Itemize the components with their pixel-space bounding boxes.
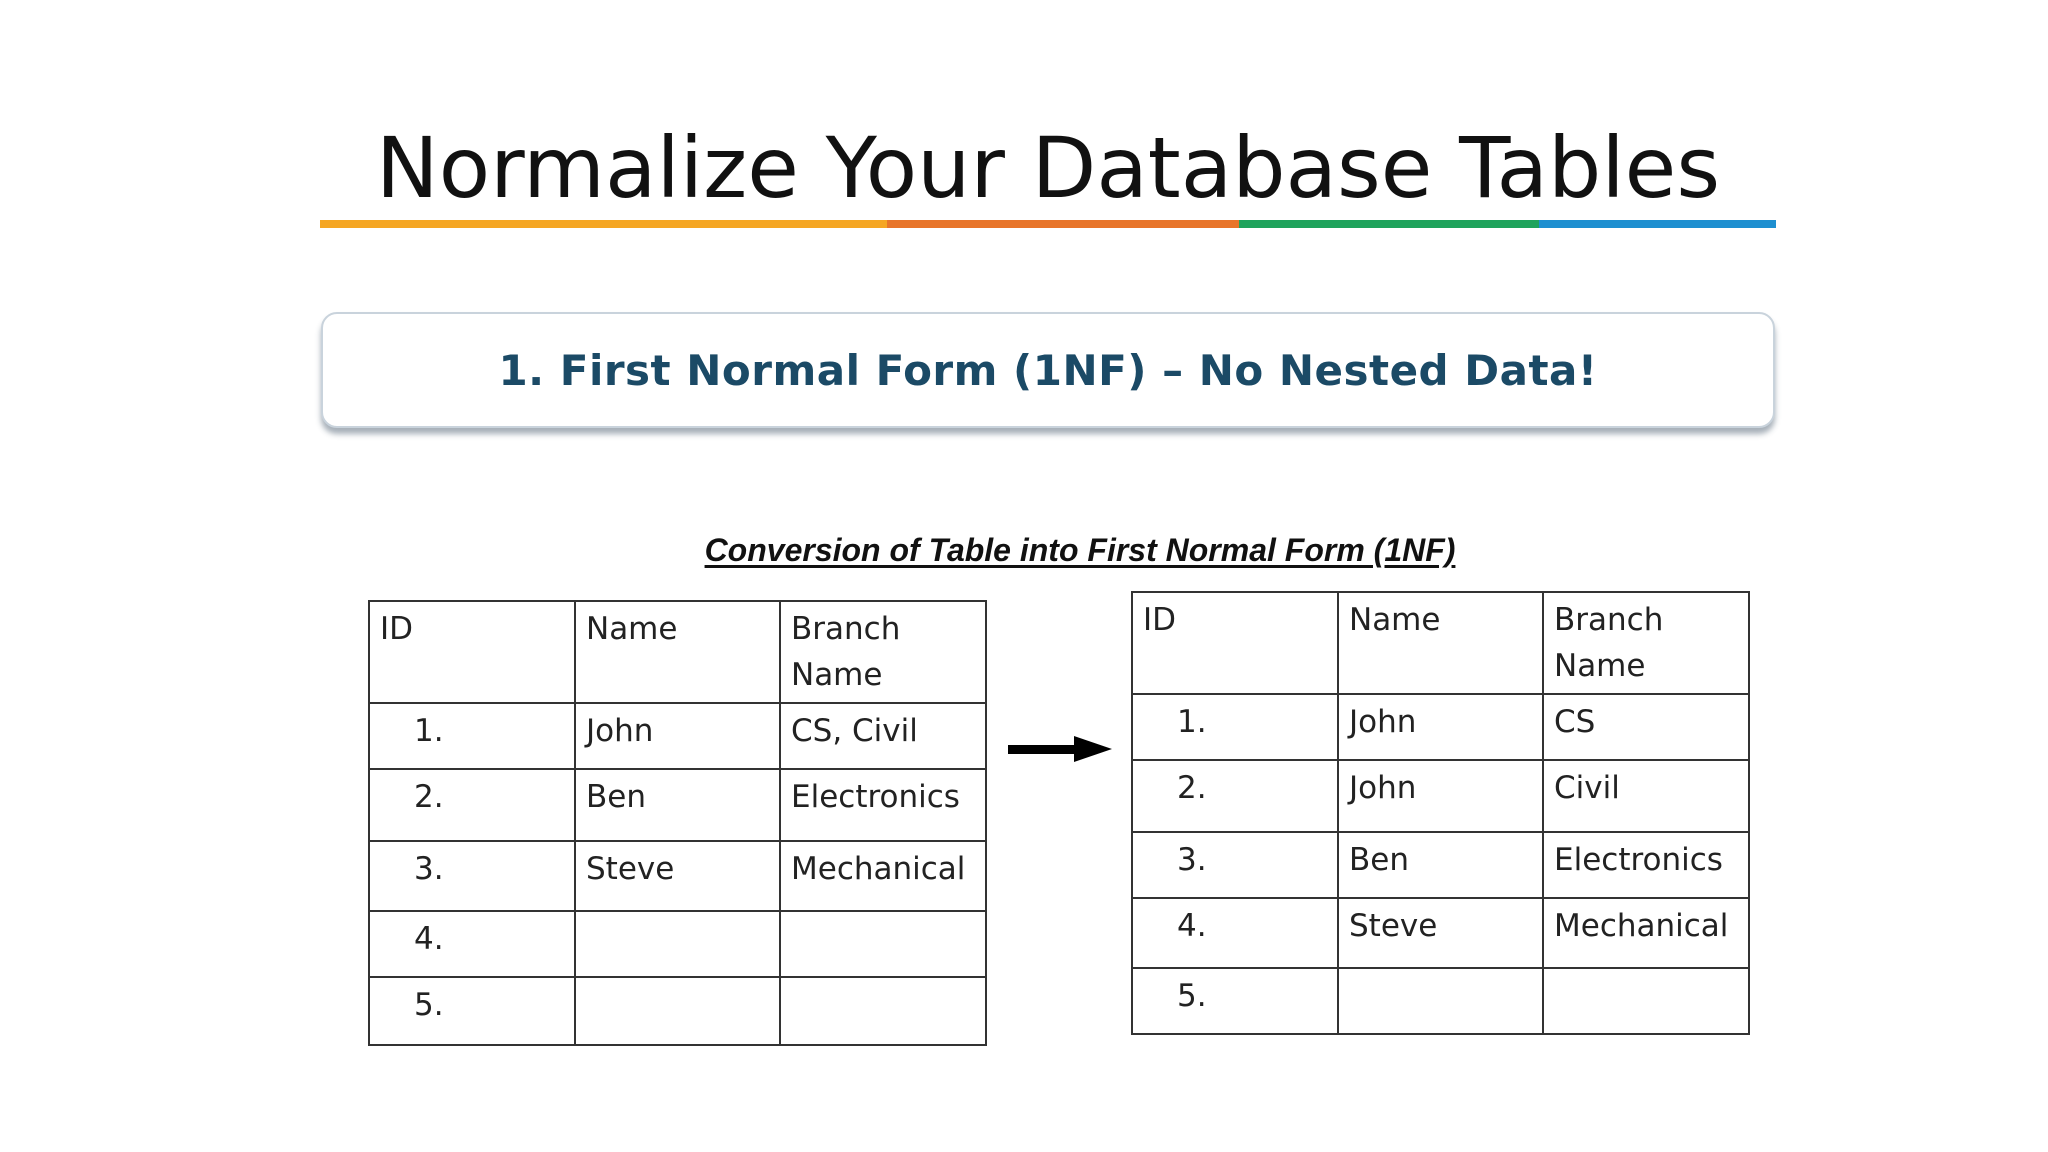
column-header: Branch Name [1543,592,1749,694]
column-header: ID [369,601,575,703]
table-row [1132,968,1749,1034]
figure-caption: Conversion of Table into First Normal Form (1NF) [704,532,1456,568]
id-cell: 5. [1132,968,1338,1034]
name-cell: John [575,703,780,769]
table-header-row [369,601,986,703]
id-cell: 1. [1132,694,1338,760]
underline-segment-orange [320,220,887,228]
id-cell: 5. [369,977,575,1045]
name-cell: Ben [1338,832,1543,898]
name-cell [1338,968,1543,1034]
name-cell: Ben [575,769,780,841]
branch-cell: Civil [1543,760,1749,832]
table-header-row [1132,592,1749,694]
id-cell: 3. [369,841,575,911]
branch-cell: Mechanical [780,841,986,911]
table-row [369,977,986,1045]
name-cell: Steve [575,841,780,911]
name-cell [575,911,780,977]
id-cell: 4. [1132,898,1338,968]
column-header: ID [1132,592,1338,694]
branch-cell: Electronics [1543,832,1749,898]
branch-cell [780,977,986,1045]
table-row [369,769,986,841]
subtitle-box [321,312,1775,428]
id-cell: 2. [369,769,575,841]
subtitle-text: 1. First Normal Form (1NF) – No Nested Data! [498,345,1598,395]
branch-cell [1543,968,1749,1034]
table-row [369,841,986,911]
id-cell: 2. [1132,760,1338,832]
name-cell: Steve [1338,898,1543,968]
name-cell: John [1338,760,1543,832]
branch-cell: CS, Civil [780,703,986,769]
table-row [1132,832,1749,898]
column-header: Name [1338,592,1543,694]
column-header: Name [575,601,780,703]
table-row [369,911,986,977]
id-cell: 1. [369,703,575,769]
branch-cell: Mechanical [1543,898,1749,968]
table-row [369,703,986,769]
name-cell [575,977,780,1045]
underline-segment-red-orange [887,220,1239,228]
slide-title: Normalize Your Database Tables [375,119,1721,217]
branch-cell [780,911,986,977]
id-cell: 3. [1132,832,1338,898]
branch-cell: Electronics [780,769,986,841]
table-row [1132,898,1749,968]
table-before-1nf [368,600,987,1046]
underline-segment-green [1239,220,1539,228]
table-after-1nf [1131,591,1750,1035]
title-underline [320,220,1776,228]
branch-cell: CS [1543,694,1749,760]
table-row [1132,760,1749,832]
arrow-right-icon [1008,736,1112,762]
column-header: Branch Name [780,601,986,703]
id-cell: 4. [369,911,575,977]
table-row [1132,694,1749,760]
name-cell: John [1338,694,1543,760]
underline-segment-blue [1539,220,1776,228]
